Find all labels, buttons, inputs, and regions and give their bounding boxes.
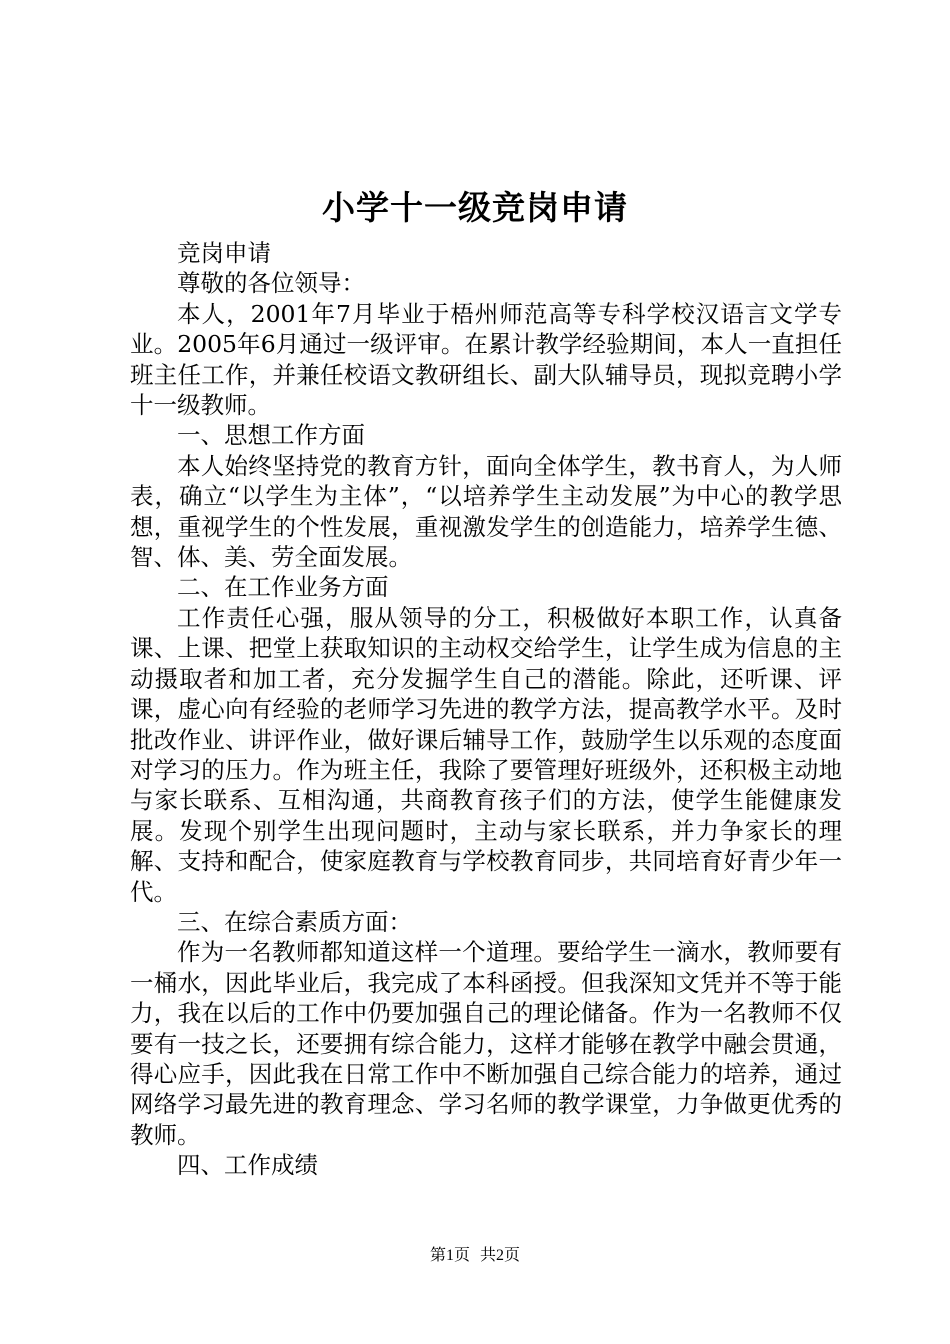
page-number-total: 共2页 — [480, 1247, 521, 1264]
page-footer — [0, 1245, 950, 1267]
document-title: 小学十一级竞岗申请 — [322, 188, 628, 227]
paragraph-intro: 本人，2001年7月毕业于梧州师范高等专科学校汉语言文学专业。2005年6月通过一级评审。在累计教学经验期间，本人一直担任班主任工作，并兼任校语文教研组长、副大队辅导员，现拟竞聘小学十一级教师。 — [130, 299, 842, 420]
paragraph-section-3: 作为一名教师都知道这样一个道理。要给学生一滴水，教师要有一桶水，因此毕业后，我完成了本科函授。但我深知文凭并不等于能力，我在以后的工作中仍要加强自己的理论储备。作为一名教师不仅要有一技之长，还要拥有综合能力，这样才能够在教学中融会贯通，得心应手，因此我在日常工作中不断加强自己综合能力的培养，通过网络学习最先进的教育理念、学习名师的教学课堂，力争做更优秀的教师。 — [130, 938, 842, 1149]
section-heading-3: 三、在综合素质方面： — [177, 907, 412, 936]
page-number-current: 第1页 — [429, 1247, 470, 1264]
paragraph-heading: 竞岗申请 — [177, 239, 271, 267]
paragraph-section-2: 工作责任心强，服从领导的分工，积极做好本职工作，认真备课、上课、把堂上获取知识的主动权交给学生，让学生成为信息的主动摄取者和加工者，充分发掘学生自己的潜能。除此，还听课、评课，虚心向有经验的老师学习先进的教学方法，提高教学水平。及时批改作业、讲评作业，做好课后辅导工作，鼓励学生以乐观的态度面对学习的压力。作为班主任，我除了要管理好班级外，还积极主动地与家长联系、互相沟通，共商教育孩子们的方法，使学生能健康发展。发现个别学生出现问题时，主动与家长联系，并力争家长的理解、支持和配合，使家庭教育与学校教育同步，共同培育好青少年一代。 — [130, 603, 842, 906]
section-heading-1: 一、思想工作方面 — [177, 421, 365, 450]
document-body — [130, 238, 842, 1181]
section-heading-4: 四、工作成绩 — [177, 1151, 318, 1180]
paragraph-salutation: 尊敬的各位领导： — [177, 269, 365, 298]
paragraph-section-1: 本人始终坚持党的教育方针，面向全体学生，教书育人，为人师表，确立“以学生为主体”，“以培养学生主动发展”为中心的教学思想，重视学生的个性发展，重视激发学生的创造能力，培养学生德、智、体、美、劳全面发展。 — [130, 451, 842, 572]
section-heading-2: 二、在工作业务方面 — [177, 573, 389, 602]
